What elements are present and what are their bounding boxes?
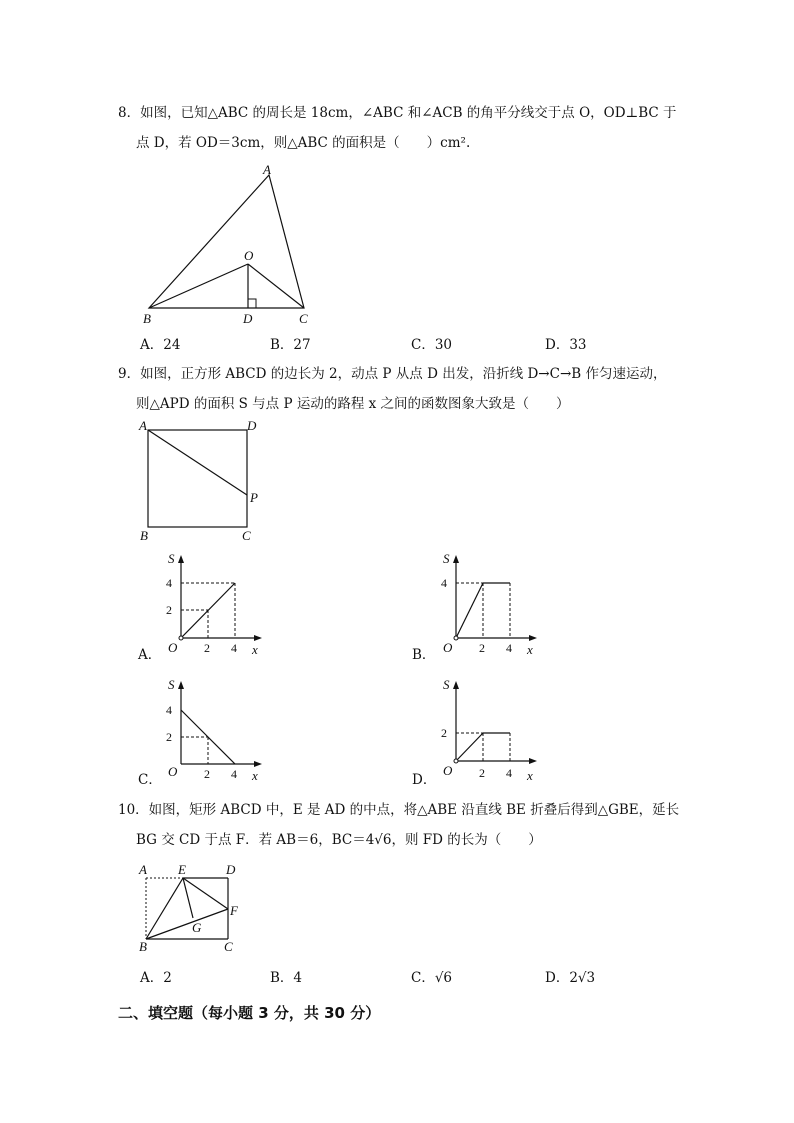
q9-graph-c-x-label: x [252,768,258,783]
q9-graph-a-x-label: x [252,642,258,657]
q9-label-B: B [140,528,148,543]
q8-label-B: B [143,311,151,326]
q8-label-A: A [263,162,271,177]
q9-graph-b-xtick-4: 4 [506,641,512,655]
q10-label-D: D [226,862,236,877]
q10-option-b: B．4 [270,970,303,986]
q9-label-D: D [247,418,257,433]
q9-graph-c-xtick-4: 4 [231,767,237,781]
q9-graph-a-ytick-2: 2 [166,603,172,617]
q8-triangle-figure [140,160,320,328]
q9-graph-d-origin: O [443,763,453,778]
q8-option-b: B．27 [270,337,311,353]
q9-graph-b-ytick-4: 4 [441,576,447,590]
q10-label-E: E [178,862,186,877]
q9-graph-c-xtick-2: 2 [204,767,210,781]
q8-label-C: C [299,311,308,326]
q8-option-d: D．33 [545,337,587,353]
q9-graph-b-s-label: S [443,551,450,566]
q10-text-line1: 10．如图，矩形 ABCD 中，E 是 AD 的中点，将△ABE 沿直线 BE 折叠后得到△GBE，延长 [118,802,680,818]
q10-option-a: A．2 [140,970,172,986]
q9-graph-d-ytick-2: 2 [441,726,447,740]
q9-graph-d-s-label: S [443,677,450,692]
q8-option-a: A．24 [140,337,181,353]
q9-option-b-label: B． [412,647,436,663]
q8-text-line1: 8．如图，已知△ABC 的周长是 18cm，∠ABC 和∠ACB 的角平分线交于点 O，OD⊥BC 于 [118,105,677,121]
q9-graph-a-ytick-4: 4 [166,576,172,590]
q10-label-C: C [224,939,233,954]
q10-option-c: C．√6 [411,970,453,986]
q9-graph-c [160,676,270,786]
q9-option-a-label: A． [138,647,162,663]
q10-label-G: G [192,920,202,935]
q9-graph-c-s-label: S [168,677,175,692]
q9-graph-b-x-label: x [527,642,533,657]
q9-text-line2: 则△APD 的面积 S 与点 P 运动的路程 x 之间的函数图象大致是（ ） [136,396,570,412]
q9-graph-b-xtick-2: 2 [479,641,485,655]
q9-graph-a-xtick-2: 2 [204,641,210,655]
q9-graph-c-origin: O [168,764,178,779]
q8-label-O: O [244,248,254,263]
q9-option-c-label: C． [138,772,162,788]
q9-graph-d-xtick-4: 4 [506,766,512,780]
q9-graph-a-origin: O [168,640,178,655]
q10-label-A: A [139,862,147,877]
q8-label-D: D [243,311,253,326]
q9-graph-a [160,550,270,660]
q9-graph-d [435,676,545,786]
q9-graph-c-ytick-4: 4 [166,703,172,717]
q9-graph-d-x-label: x [527,768,533,783]
q9-text-line1: 9．如图，正方形 ABCD 的边长为 2，动点 P 从点 D 出发，沿折线 D→C→B 作匀速运动， [118,366,667,382]
q10-text-line2: BG 交 CD 于点 F．若 AB＝6，BC＝4√6，则 FD 的长为（ ） [136,832,542,848]
section-2-heading: 二、填空题（每小题 3 分，共 30 分） [118,1004,381,1022]
q9-square-figure [136,418,266,546]
q9-label-A: A [139,418,147,433]
q9-graph-b [435,550,545,660]
q9-label-C: C [242,528,251,543]
q8-text-line2: 点 D，若 OD＝3cm，则△ABC 的面积是（ ）cm². [136,135,471,151]
q10-rectangle-figure [136,860,256,956]
q8-option-c: C．30 [411,337,453,353]
q10-option-d: D．2√3 [545,970,596,986]
q9-graph-a-s-label: S [168,551,175,566]
q9-graph-d-xtick-2: 2 [479,766,485,780]
q9-option-d-label: D． [412,772,437,788]
q9-graph-c-ytick-2: 2 [166,730,172,744]
q9-label-P: P [250,490,258,505]
q10-label-F: F [230,903,238,918]
q9-graph-a-xtick-4: 4 [231,641,237,655]
q9-graph-b-origin: O [443,640,453,655]
q10-label-B: B [139,939,147,954]
